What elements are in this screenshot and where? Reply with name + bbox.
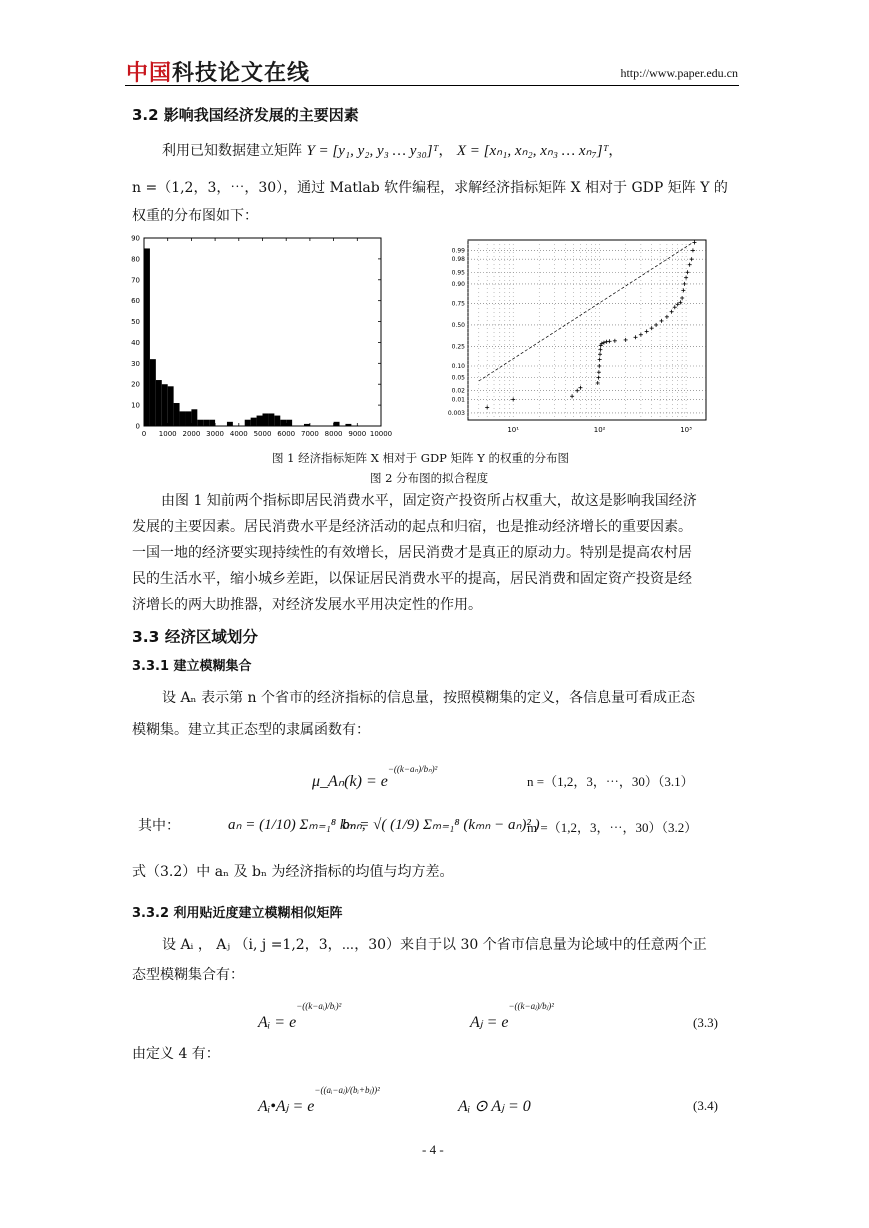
eq34-number: (3.4) [693, 1098, 718, 1113]
fig1-y-tick-label: 70 [131, 276, 140, 285]
histogram-bar [274, 416, 280, 426]
fig2-plot-frame [468, 240, 706, 420]
fig2-y-tick-label: 0.003 [447, 409, 465, 417]
section-3-3-1-title: 3.3.1 建立模糊集合 [132, 659, 252, 674]
equation-3-3-left [258, 994, 341, 1032]
fig1-x-tick-label: 3000 [206, 430, 225, 438]
fig1-x-tick-label: 8000 [324, 430, 343, 438]
section-3-3-2-title: 3.3.2 利用贴近度建立模糊相似矩阵 [132, 906, 343, 921]
fig1-y-tick-label: 60 [131, 297, 140, 306]
eq33-mid-exponent: −((k−aⱼ)/bⱼ)² [508, 1001, 554, 1011]
fig1-y-tick-label: 80 [131, 255, 140, 264]
fig1-y-tick-label: 90 [131, 234, 140, 243]
histogram-bar [268, 413, 274, 426]
histogram-bar [191, 409, 197, 426]
fig2-y-tick-label: 0.50 [451, 321, 465, 329]
fig1-y-tick-label: 50 [131, 318, 140, 327]
matrix-x: X = [xₙ₁, xₙ₂, xₙ₃ … xₙ₇]ᵀ [456, 143, 609, 159]
fig2-y-tick-label: 0.75 [451, 300, 465, 308]
para-3-2-line3: 权重的分布图如下： [132, 208, 258, 224]
eq32-note: 式（3.2）中 aₙ 及 bₙ 为经济指标的均值与均方差。 [132, 864, 454, 880]
equation-3-3-right [470, 994, 554, 1032]
fig1-x-tick-label: 0 [141, 430, 147, 438]
figure-1-histogram [120, 232, 392, 444]
equation-3-1 [312, 757, 437, 791]
histogram-bar [304, 424, 310, 426]
histogram-bar [156, 380, 162, 426]
matrix-y: Y = [y₁, y₂, y₃ … y₃₀]ᵀ [306, 143, 439, 159]
eq33-mid: Aⱼ = e [470, 1014, 509, 1031]
para-3-2-line1-prefix: 利用已知数据建立矩阵 [162, 143, 302, 159]
eq33-left: Aᵢ = e [258, 1014, 297, 1031]
histogram-bar [168, 386, 174, 426]
body-line: 民的生活水平，缩小城乡差距，以保证居民消费水平的提高，居民消费和固定资产投资是经 [132, 571, 692, 587]
eq34-mid: Aᵢ ⊙ Aⱼ = 0 [458, 1098, 531, 1115]
equation-3-4-left [258, 1078, 380, 1116]
para-3-3-2-line2: 态型模糊集合有： [132, 967, 244, 983]
logo-text-dark: 科技论文在线 [172, 61, 311, 86]
fig1-x-tick-label: 6000 [277, 430, 296, 438]
eq31-exponent: −((k−aₙ)/bₙ)² [387, 764, 438, 774]
histogram-bar [286, 420, 292, 426]
figure-2-probability-plot [440, 236, 712, 442]
para-3-2-line1: 利用已知数据建立矩阵 Y = [y₁, y₂, y₃ … y₃₀]ᵀ， X = [xₙ₁, xₙ₂, xₙ₃ … xₙ₇]ᵀ， [162, 143, 623, 159]
fig1-x-tick-label: 2000 [182, 430, 201, 438]
eq32-mean: aₙ = (1/10) Σₘ₌₁⁸ kₘₙ, [228, 817, 366, 833]
fig2-x-tick-label: 10³ [680, 426, 692, 434]
section-3-3-title: 3.3 经济区域划分 [132, 628, 258, 646]
site-logo [126, 56, 310, 87]
fig2-y-tick-label: 0.01 [451, 396, 465, 404]
body-line: 发展的主要因素。居民消费水平是经济活动的起点和归宿，也是推动经济增长的重要因素。 [132, 519, 692, 535]
fig1-y-tick-label: 20 [131, 380, 140, 389]
histogram-bar [162, 384, 168, 426]
fig2-y-tick-label: 0.02 [451, 387, 465, 395]
fig1-x-tick-label: 1000 [158, 430, 177, 438]
fig1-plot-frame [144, 238, 381, 426]
para-3-2-body [132, 488, 740, 618]
fig1-x-tick-label: 4000 [229, 430, 248, 438]
fig1-x-tick-label: 9000 [348, 430, 367, 438]
fig1-y-tick-label: 10 [131, 401, 140, 410]
fig1-x-tick-label: 5000 [253, 430, 272, 438]
figure-2-caption: 图 2 分布图的拟合程度 [370, 471, 489, 485]
para-3-3-1-line1: 设 Aₙ 表示第 n 个省市的经济指标的信息量，按照模糊集的定义，各信息量可看成正态 [162, 690, 695, 706]
eq32-range: m =（1,2，3，⋯，30）（3.2） [527, 820, 698, 835]
histogram-bar [185, 411, 191, 426]
fig2-x-tick-label: 10¹ [507, 426, 520, 434]
fig1-y-tick-label: 0 [135, 422, 140, 431]
eq31-left: μ_Aₙ(k) = e [312, 773, 388, 790]
histogram-bar [245, 420, 251, 426]
histogram-bar [280, 420, 286, 426]
histogram-bar [144, 248, 150, 426]
fig2-y-tick-label: 0.95 [451, 269, 465, 277]
eq34-left: Aᵢ•Aⱼ = e [258, 1098, 315, 1115]
fig1-y-tick-label: 40 [131, 338, 140, 347]
histogram-bar [227, 422, 233, 426]
fig2-y-tick-label: 0.25 [451, 343, 465, 351]
histogram-bar [197, 420, 203, 426]
fig1-x-tick-label: 10000 [369, 430, 392, 438]
fig2-y-tick-label: 0.10 [451, 362, 465, 370]
fig2-y-tick-label: 0.05 [451, 374, 465, 382]
histogram-bar [345, 424, 351, 426]
eq31-range: n =（1,2，3，⋯，30）（3.1） [527, 774, 694, 789]
fig1-x-tick-label: 7000 [300, 430, 319, 438]
histogram-bar [174, 403, 180, 426]
histogram-bar [203, 420, 209, 426]
histogram-bar [257, 416, 263, 426]
fig2-y-axis [448, 247, 465, 417]
histogram-bar [334, 422, 340, 426]
fig2-y-tick-label: 0.90 [451, 280, 465, 288]
logo-text-red: 中国 [126, 61, 173, 86]
histogram-bar [150, 359, 156, 426]
histogram-bar [180, 411, 186, 426]
fig1-y-tick-label: 30 [131, 359, 140, 368]
eq34-left-exponent: −((aᵢ−aⱼ)/(bᵢ+bⱼ))² [314, 1085, 380, 1095]
fig2-x-axis [507, 426, 692, 434]
eq33-number: (3.3) [693, 1015, 718, 1030]
histogram-bar [263, 413, 269, 426]
fig2-x-tick-label: 10² [593, 426, 606, 434]
eq32-prefix: 其中： [138, 818, 180, 834]
para-3-2-line2: n =（1,2，3，⋯，30），通过 Matlab 软件编程，求解经济指标矩阵 X 相对于 GDP 矩阵 Y 的 [132, 180, 728, 196]
eq32-stddev: bₙ = √( (1/9) Σₘ₌₁⁸ (kₘₙ − aₙ)² ) [342, 817, 540, 833]
body-line: 一国一地的经济要实现持续性的有效增长，居民消费才是真正的原动力。特别是提高农村居 [132, 545, 692, 561]
site-url[interactable]: http://www.paper.edu.cn [620, 66, 738, 80]
body-line: 济增长的两大助推器，对经济发展水平用决定性的作用。 [132, 597, 482, 613]
figure-1-caption: 图 1 经济指标矩阵 X 相对于 GDP 矩阵 Y 的权重的分布图 [272, 451, 569, 465]
para-3-3-2-line1: 设 Aᵢ ， Aⱼ （i, j =1,2，3，⋯，30）来自于以 30 个省市信息量为论域中的任意两个正 [162, 937, 707, 953]
definition-4-line: 由定义 4 有： [132, 1046, 220, 1062]
eq33-left-exponent: −((k−aᵢ)/bᵢ)² [296, 1001, 342, 1011]
fig2-y-tick-label: 0.99 [451, 247, 465, 255]
body-line: 由图 1 知前两个指标即居民消费水平，固定资产投资所占权重大，故这是影响我国经济 [161, 493, 697, 509]
histogram-bar [209, 420, 215, 426]
para-3-3-1-line2: 模糊集。建立其正态型的隶属函数有： [132, 722, 370, 738]
histogram-bar [251, 418, 257, 426]
header-divider [125, 85, 739, 86]
section-3-2-title: 3.2 影响我国经济发展的主要因素 [132, 106, 359, 124]
page-number: - 4 - [422, 1142, 444, 1157]
fig2-y-tick-label: 0.98 [451, 256, 465, 264]
